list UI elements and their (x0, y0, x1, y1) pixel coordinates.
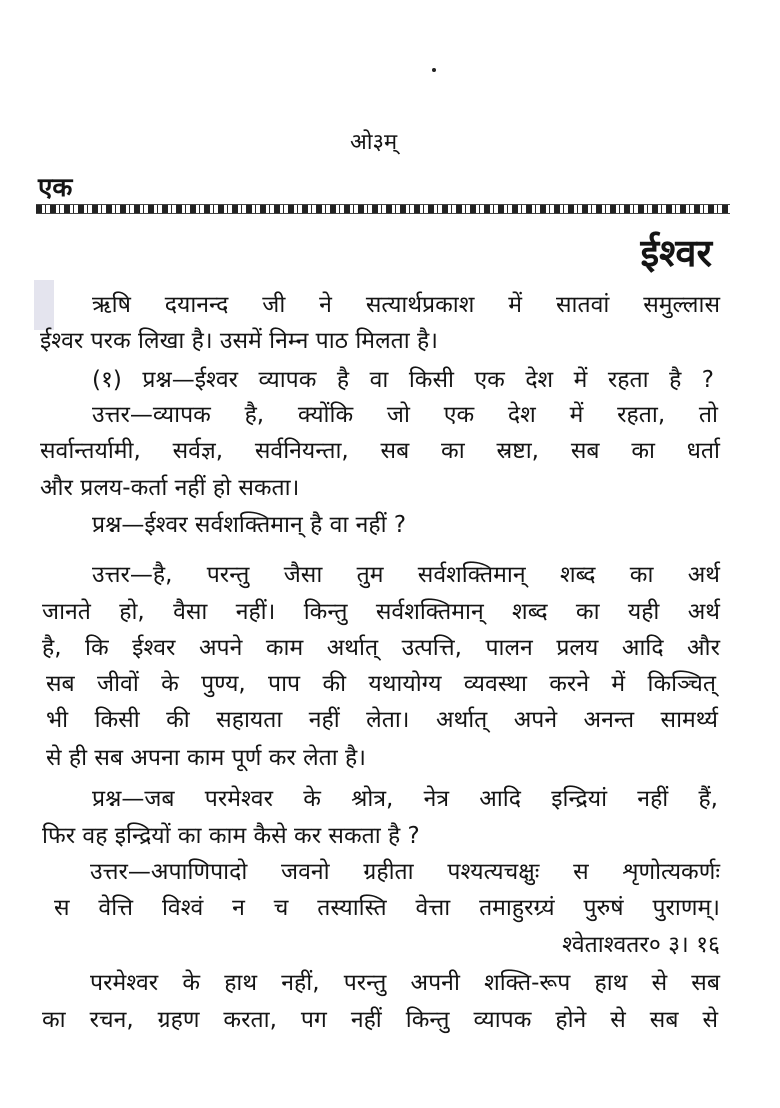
speck (432, 68, 436, 72)
invocation-om: ओ३म् (350, 130, 398, 155)
text-line: है, कि ईश्वर अपने काम अर्थात् उत्पत्ति, पालन प्रलय आदि और (42, 635, 720, 661)
text-line: परमेश्वर के हाथ नहीं, परन्तु अपनी शक्ति-रूप हाथ से सब (90, 970, 720, 996)
text-line: ईश्वर परक लिखा है। उसमें निम्न पाठ मिलता है। (40, 328, 438, 354)
scan-artifact (34, 280, 54, 330)
text-line: भी किसी की सहायता नहीं लेता। अर्थात् अपने अनन्त सामर्थ्य (46, 707, 718, 733)
chapter-title: ईश्वर (640, 231, 712, 275)
text-line: उत्तर—अपाणिपादो जवनो ग्रहीता पश्यत्यचक्षुः स शृणोत्यकर्णः (90, 859, 720, 885)
text-line: प्रश्न—ईश्वर सर्वशक्तिमान् है वा नहीं ? (92, 512, 407, 538)
section-mark: एक (38, 173, 73, 203)
verse-reference: श्वेताश्वतर० ३। १६ (562, 932, 720, 958)
text-line: जानते हो, वैसा नहीं। किन्तु सर्वशक्तिमान् शब्द का यही अर्थ (42, 599, 720, 625)
text-line: सर्वान्तर्यामी, सर्वज्ञ, सर्वनियन्ता, सब का स्रष्टा, सब का धर्ता (40, 438, 720, 464)
text-line: उत्तर—है, परन्तु जैसा तुम सर्वशक्तिमान् शब्द का अर्थ (92, 562, 720, 588)
text-line: ऋषि दयानन्द जी ने सत्यार्थप्रकाश में सातवां समुल्लास (92, 292, 720, 318)
text-line: फिर वह इन्द्रियों का काम कैसे कर सकता है ? (42, 823, 420, 849)
text-line: प्रश्न—जब परमेश्वर के श्रोत्र, नेत्र आदि इन्द्रियां नहीं हैं, (92, 786, 718, 812)
text-line: उत्तर—व्यापक है, क्योंकि जो एक देश में रहता, तो (92, 402, 718, 428)
text-line: का रचन, ग्रहण करता, पग नहीं किन्तु व्यापक होने से सब से (42, 1007, 718, 1033)
text-line: और प्रलय-कर्ता नहीं हो सकता। (40, 475, 300, 501)
text-line: स वेत्ति विश्वं न च तस्यास्ति वेत्ता तमाहुरग्र्यं पुरुषं पुराणम्। (54, 895, 720, 921)
text-line: से ही सब अपना काम पूर्ण कर लेता है। (46, 745, 366, 771)
text-line: सब जीवों के पुण्य, पाप की यथायोग्य व्यवस्था करने में किञ्चित् (46, 671, 716, 697)
decorative-divider (36, 204, 730, 214)
text-line: (१) प्रश्न—ईश्वर व्यापक है वा किसी एक देश में रहता है ? (92, 367, 714, 393)
